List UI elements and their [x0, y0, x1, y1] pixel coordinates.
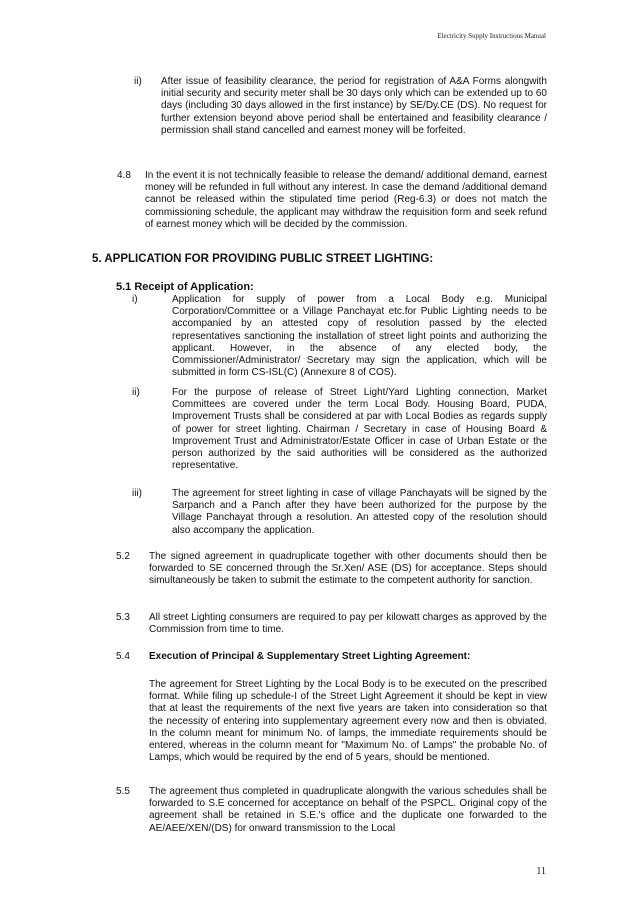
clause-5-3-text: All street Lighting consumers are required to pay per kilowatt charges as approved by the Commission from time to time.	[149, 612, 547, 636]
item-marker-ii: ii)	[134, 76, 142, 87]
clause-number-5-2: 5.2	[116, 551, 130, 562]
clause-5-2-text: The signed agreement in quadruplicate together with other documents should then be forwarded to SE concerned through the Sr.Xen/ ASE (DS) for acceptance. Steps should simultaneously be taken to submit the estimate to the competent authority for sanction.	[149, 551, 547, 587]
clause-5-4-heading: Execution of Principal & Supplementary Street Lighting Agreement:	[149, 651, 471, 662]
item-5-1-i-text: Application for supply of power from a Local Body e.g. Municipal Corporation/Committee or a Village Panchayat etc.for Public Lighting needs to be accompanied by an attested copy of resolution passed by the elected representatives sanctioning the installation of street light points and authorizing the applicant. However, in the absence of any elected body, the Commissioner/Administrator/ Secretary may sign the application, which will be submitted in form CS-ISL(C) (Annexure 8 of COS).	[172, 294, 547, 379]
item-ii-text: After issue of feasibility clearance, the period for registration of A&A Forms alongwith initial security and security meter shall be 30 days only which can be extended up to 60 days (including 30 days allowed in the first instance) by SE/Dy.CE (DS). No request for further extension beyond above period shall be entertained and feasibility clearance / permission shall stand cancelled and earnest money will be forfeited.	[161, 76, 547, 136]
running-header: Electricity Supply Instructions Manual	[437, 32, 546, 40]
clause-number-5-3: 5.3	[116, 612, 130, 623]
page-number: 11	[536, 866, 546, 877]
clause-4-8-text: In the event it is not technically feasible to release the demand/ additional demand, earnest money will be refunded in full without any interest. In case the demand /additional demand cannot be released within the stipulated time period (Reg-6.3) or does not match the commissioning schedule, the applicant may withdraw the requisition form and seek refund of earnest money which will be decided by the commission.	[145, 170, 547, 230]
clause-number-4-8: 4.8	[117, 170, 131, 181]
clause-5-5-text: The agreement thus completed in quadruplicate alongwith the various schedules shall be forwarded to S.E concerned for acceptance on behalf of the PSPCL. Original copy of the agreement shall be retained in S.E.'s office and the duplicate one forwarded to the AE/AEE/XEN/(DS) for onward transmission to the Local	[149, 786, 547, 834]
item-marker-iii: iii)	[132, 488, 142, 499]
section-5-1-heading: 5.1 Receipt of Application:	[116, 281, 254, 293]
item-marker-ii: ii)	[132, 387, 140, 398]
section-5-heading: 5. APPLICATION FOR PROVIDING PUBLIC STREET LIGHTING:	[92, 253, 434, 265]
clause-number-5-5: 5.5	[116, 786, 130, 797]
clause-number-5-4: 5.4	[116, 651, 130, 662]
clause-5-4-text: The agreement for Street Lighting by the Local Body is to be executed on the prescribed format. While filing up schedule-I of the Street Light Agreement it should be kept in view that at least the requirements of the next five years are taken into consideration so that the necessity of entering into supplementary agreement every now and then is obviated. In the column meant for minimum No. of lamps, the immediate requirements should be entered, whereas in the column meant for "Maximum No. of Lamps" the probable No. of Lamps, which would be required by the end of 5 years, should be mentioned.	[149, 679, 547, 764]
item-marker-i: i)	[132, 294, 138, 305]
item-5-1-ii-text: For the purpose of release of Street Light/Yard Lighting connection, Market Committees are covered under the term Local Body. Housing Board, PUDA, Improvement Trusts shall be considered at par with Local Bodies as regards supply of power for street lighting. Chairman / Secretary in case of Housing Board & Improvement Trust and Administrator/Estate Officer in case of Urban Estate or the person authorized by the said authorities will be considered as the authorized representative.	[172, 387, 547, 472]
item-5-1-iii-text: The agreement for street lighting in case of village Panchayats will be signed by the Sarpanch and a Panch after they have been authorized for the purpose by the Village Panchayat through a resolution. An attested copy of the resolution should also accompany the application.	[172, 488, 547, 536]
